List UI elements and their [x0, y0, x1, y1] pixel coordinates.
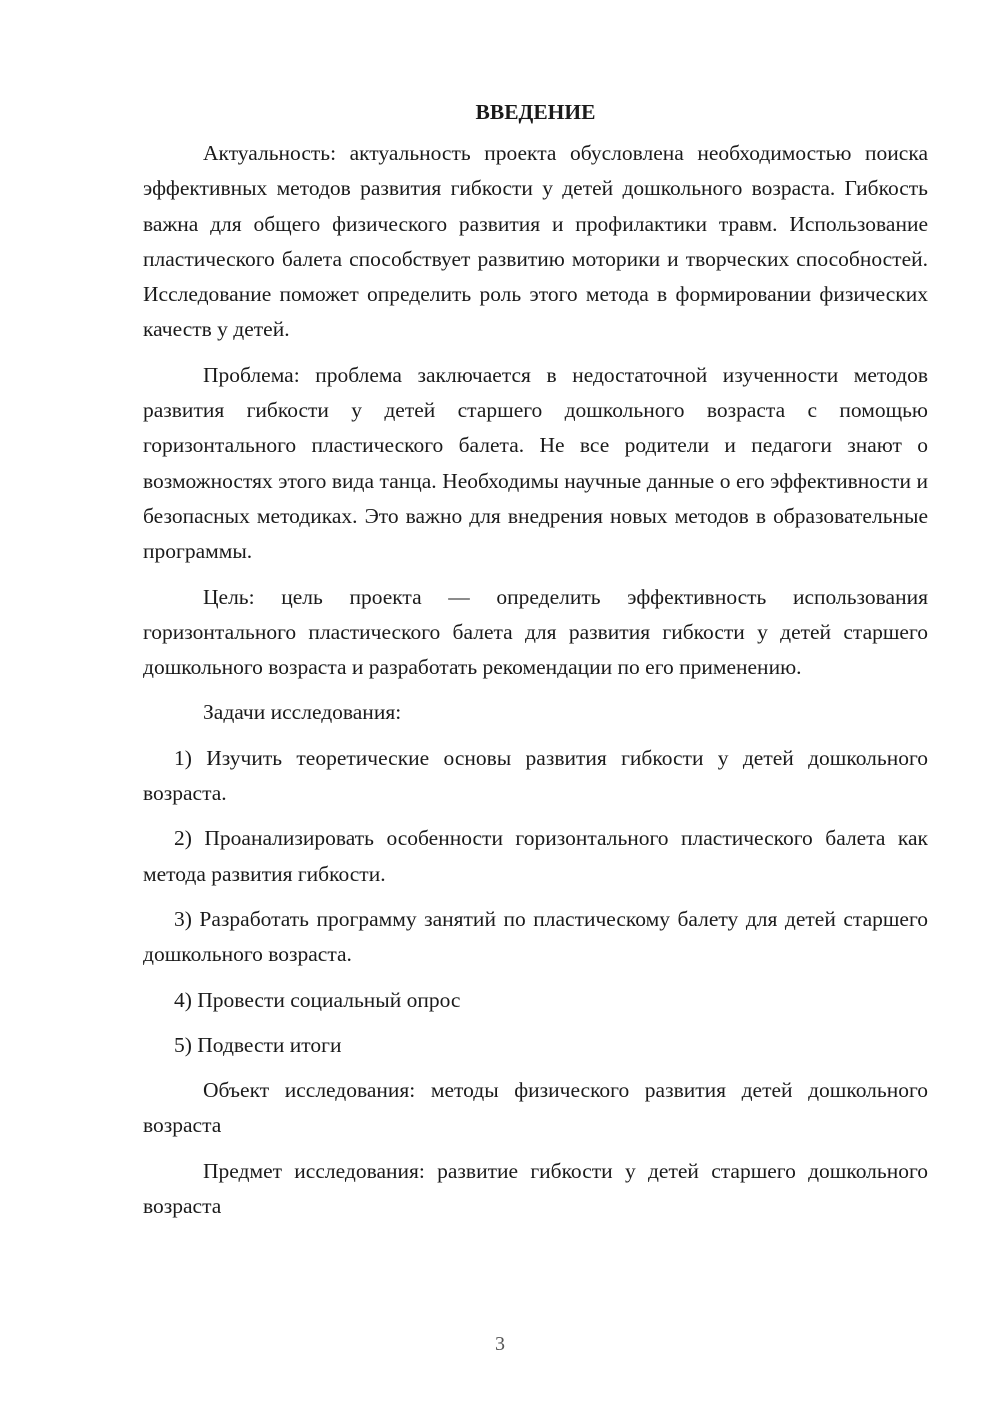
relevance-paragraph: Актуальность: актуальность проекта обусловлена необходимостью поиска эффективных методов развития гибкости у детей дошкольного возраста. Гибкость важна для общего физического развития и профилактики травм. Использование пластического балета способствует развитию моторики и творческих способностей. Исследование поможет определить роль этого метода в формировании физических качеств у детей. — [143, 141, 928, 342]
object-paragraph: Объект исследования: методы физического развития детей дошкольного возраста — [143, 1078, 928, 1138]
task-item: 4) Провести социальный опрос — [174, 987, 461, 1012]
subject-paragraph: Предмет исследования: развитие гибкости у детей старшего дошкольного возраста — [143, 1158, 928, 1219]
task-item: 3) Разработать программу занятий по пластическому балету для детей старшего дошкольного возраста. — [143, 906, 928, 967]
page-number: 3 — [495, 1333, 505, 1355]
task-item: 2) Проанализировать особенности горизонтального пластического балета как метода развития гибкости. — [143, 826, 928, 886]
goal-paragraph: Цель: цель проекта — определить эффективность использования горизонтального пластического балета для развития гибкости у детей старшего дошкольного возраста и разработать рекомендации по его применению. — [143, 584, 928, 680]
page-title: ВВЕДЕНИЕ — [475, 100, 596, 124]
problem-paragraph: Проблема: проблема заключается в недостаточной изученности методов развития гибкости у детей старшего дошкольного возраста с помощью горизонтального пластического балета. Не все родители и педагоги знают о возможностях этого вида танца. Необходимы научные данные о его эффективности и безопасных методиках. Это важно для внедрения новых методов в образовательные программы. — [143, 362, 928, 564]
document-page — [143, 96, 928, 1234]
task-item: 1) Изучить теоретические основы развития гибкости у детей дошкольного возраста. — [143, 745, 928, 806]
task-item: 5) Подвести итоги — [174, 1032, 342, 1057]
tasks-heading: Задачи исследования: — [203, 700, 402, 725]
